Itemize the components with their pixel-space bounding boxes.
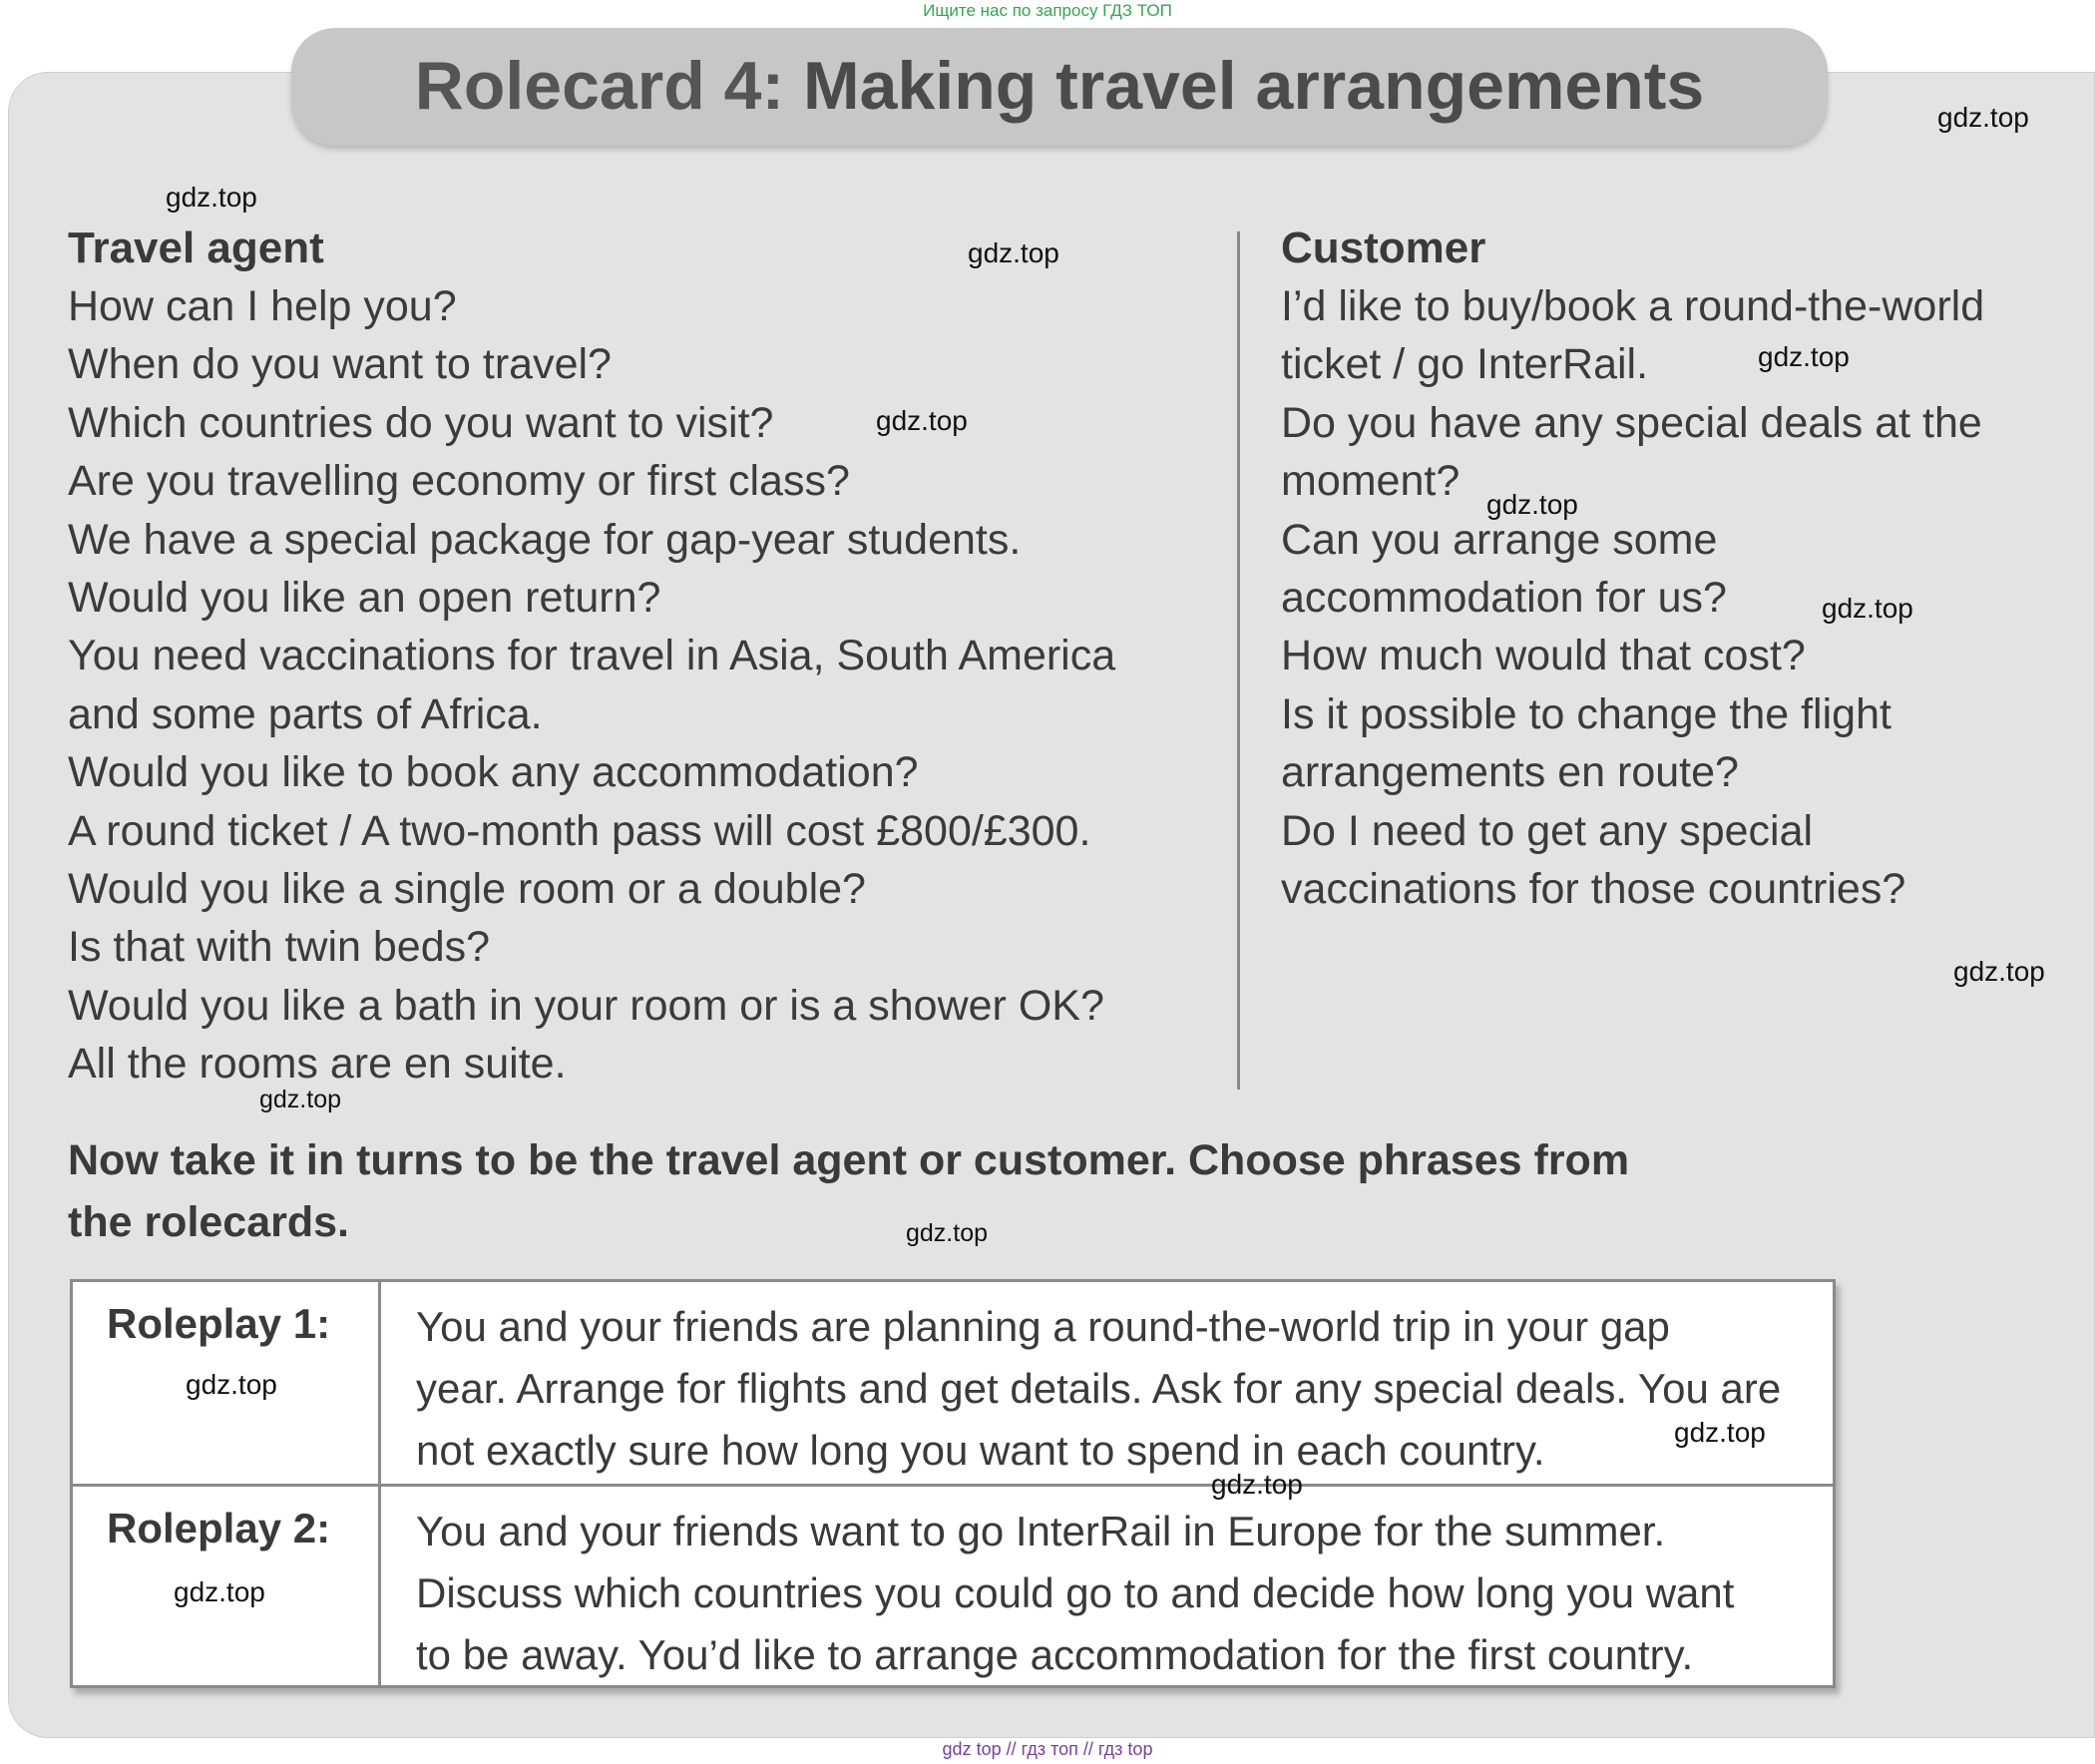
watermark: gdz.top: [186, 1369, 277, 1400]
cell-divider: [378, 1487, 381, 1688]
customer-phrase: accommodation for us?: [1281, 574, 1727, 623]
roleplay-line: You and your friends want to go InterRail in Europe for the summer.: [416, 1508, 1666, 1554]
customer-phrase: moment?: [1281, 457, 1461, 506]
customer-phrase: Is it possible to change the flight: [1281, 689, 1891, 738]
roleplay-description: [416, 1296, 1823, 1482]
customer-phrase: Do I need to get any special: [1281, 806, 1814, 855]
watermark: gdz.top: [1486, 489, 1578, 520]
customer-phrase: arrangements en route?: [1281, 748, 1739, 797]
travel-agent-heading: Travel agent: [68, 223, 324, 272]
agent-phrase: You need vaccinations for travel in Asia, South America: [68, 632, 1116, 680]
watermark: gdz.top: [1937, 102, 2029, 133]
roleplay-line: to be away. You’d like to arrange accommodation for the first country.: [416, 1631, 1694, 1678]
customer-phrase: Do you have any special deals at the: [1281, 398, 1982, 447]
watermark: gdz.top: [259, 1086, 342, 1113]
roleplay-row: [73, 1487, 1833, 1688]
agent-phrase: How can I help you?: [68, 282, 457, 330]
watermark: gdz.top: [906, 1219, 989, 1247]
roleplay-line: You and your friends are planning a round-the-world trip in your gap: [416, 1303, 1670, 1350]
customer-phrase: I’d like to buy/book a round-the-world: [1281, 282, 1985, 330]
customer-phrase: Can you arrange some: [1281, 515, 1718, 564]
watermark: gdz.top: [968, 237, 1059, 268]
roleplay-label: Roleplay 1:: [107, 1300, 331, 1347]
agent-phrase: All the rooms are en suite.: [68, 1040, 567, 1089]
agent-phrase: Which countries do you want to visit?: [68, 398, 774, 447]
agent-phrase: Are you travelling economy or first class?: [68, 457, 850, 506]
roleplay-table: [70, 1279, 1836, 1688]
title-prefix: Rolecard 4:: [414, 48, 785, 124]
watermark: gdz.top: [1211, 1469, 1303, 1500]
watermark: gdz.top: [1953, 956, 2045, 987]
watermark: gdz.top: [1758, 341, 1850, 372]
agent-phrase: Is that with twin beds?: [68, 923, 491, 972]
agent-phrase: We have a special package for gap-year students.: [68, 515, 1022, 564]
agent-phrase: Would you like an open return?: [68, 574, 661, 623]
customer-column: [1281, 220, 2059, 918]
customer-phrase: ticket / go InterRail.: [1281, 340, 1649, 389]
watermark: gdz.top: [1822, 593, 1913, 624]
bottom-banner: gdz top // гдз топ // гдз top: [942, 1739, 1153, 1759]
roleplay-description: [416, 1501, 1823, 1686]
cell-divider: [378, 1282, 381, 1484]
customer-heading: Customer: [1281, 223, 1486, 272]
agent-phrase: Would you like a single room or a double?: [68, 865, 866, 914]
agent-phrase: Would you like to book any accommodation?: [68, 748, 919, 797]
roleplay-line: not exactly sure how long you want to spend in each country.: [416, 1427, 1545, 1474]
agent-phrase: Would you like a bath in your room or is a shower OK?: [68, 981, 1104, 1030]
title-text: Making travel arrangements: [803, 48, 1705, 124]
agent-phrase: When do you want to travel?: [68, 340, 612, 389]
customer-phrase: vaccinations for those countries?: [1281, 865, 1906, 914]
watermark: gdz.top: [166, 182, 257, 213]
agent-phrase: and some parts of Africa.: [68, 689, 543, 738]
customer-phrase: How much would that cost?: [1281, 632, 1806, 680]
watermark: gdz.top: [876, 405, 968, 436]
instruction-line: Now take it in turns to be the travel agent or customer. Choose phrases from: [68, 1136, 1630, 1184]
top-banner: Ищите нас по запросу ГДЗ ТОП: [923, 1, 1172, 20]
roleplay-line: Discuss which countries you could go to and decide how long you want: [416, 1569, 1735, 1616]
watermark: gdz.top: [1674, 1417, 1766, 1448]
column-divider: [1237, 231, 1240, 1090]
roleplay-label: Roleplay 2:: [107, 1505, 331, 1551]
instruction-line: the rolecards.: [68, 1198, 349, 1246]
roleplay-row: [73, 1282, 1833, 1487]
travel-agent-column: [68, 220, 1235, 1094]
watermark: gdz.top: [174, 1576, 265, 1607]
page-title: [291, 36, 1828, 136]
agent-phrase: A round ticket / A two-month pass will cost £800/£300.: [68, 806, 1091, 855]
roleplay-line: year. Arrange for flights and get details. Ask for any special deals. You are: [416, 1365, 1782, 1412]
